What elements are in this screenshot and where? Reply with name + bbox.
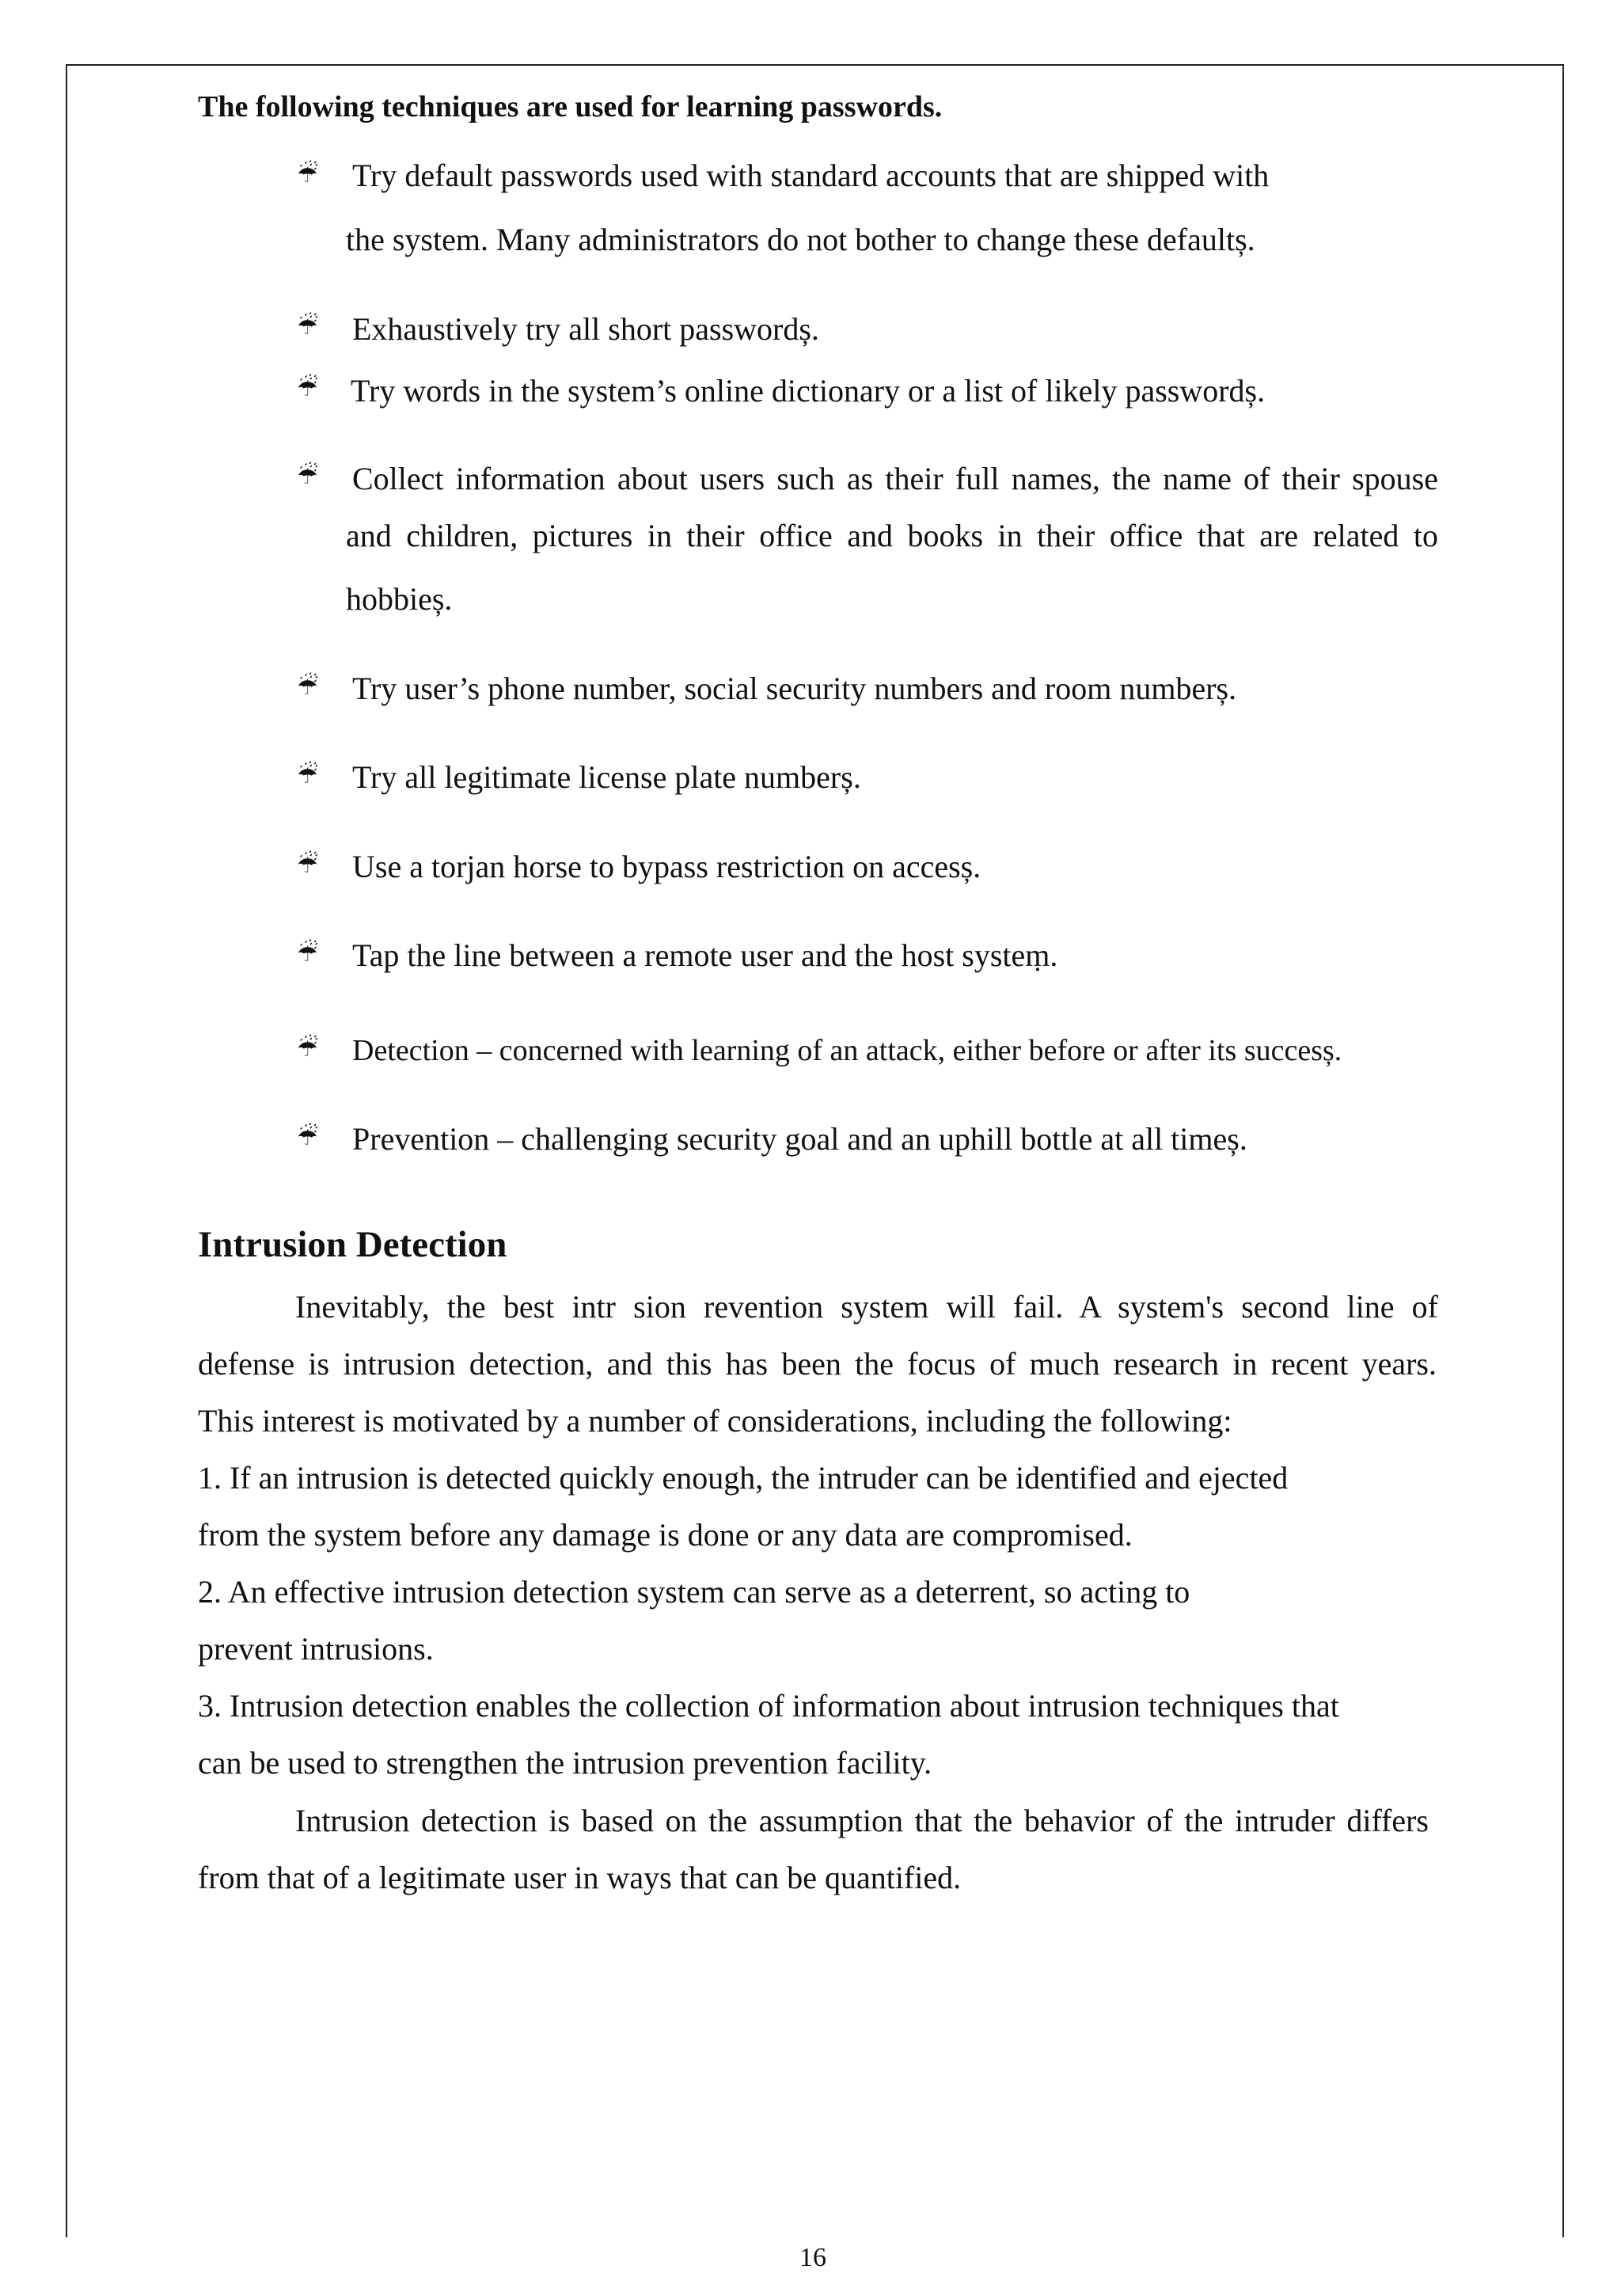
bullet-10-line-1: Prevention – challenging security goal and an uphill bottle at all timeș. [352, 1121, 1247, 1157]
umbrella-rain-icon: ☔ [297, 462, 318, 490]
section-title: Intrusion Detection [198, 1224, 507, 1265]
umbrella-rain-icon: ☔ [297, 161, 318, 188]
bullet-5-line-1: Try user’s phone number, social security numbers and room numberș. [352, 671, 1237, 706]
umbrella-rain-icon: ☔ [297, 374, 318, 402]
bullet-4-line-1: Collect information about users such as their full names, the name of their spouse [352, 461, 1438, 496]
paragraph-line: Intrusion detection is based on the assumption that the behavior of the intruder differs [295, 1803, 1429, 1838]
umbrella-rain-icon: ☔ [297, 313, 318, 340]
techniques-heading: The following techniques are used for learning passwords. [198, 90, 943, 124]
paragraph-line: from that of a legitimate user in ways that can be quantified. [198, 1860, 962, 1895]
list-item-line: 3. Intrusion detection enables the collection of information about intrusion techniques that [198, 1688, 1339, 1724]
list-item-line: from the system before any damage is done or any data are compromised. [198, 1517, 1133, 1553]
umbrella-rain-icon: ☔ [297, 1123, 318, 1151]
paragraph-line: Inevitably, the best intr sion revention system will fail. A system's second line of [295, 1289, 1438, 1325]
page-border-left [66, 64, 67, 2237]
bullet-3-line-1: Try words in the system’s online dictionary or a list of likely passwordș. [351, 373, 1266, 409]
list-item-line: 1. If an intrusion is detected quickly enough, the intruder can be identified and ejected [198, 1460, 1289, 1496]
paragraph-line: defense is intrusion detection, and this has been the focus of much research in recent years. [198, 1346, 1437, 1382]
bullet-6-line-1: Try all legitimate license plate numberș. [352, 759, 861, 795]
bullet-4-line-2: and children, pictures in their office and books in their office that are related to [346, 518, 1438, 553]
bullet-2-line-1: Exhaustively try all short passwordș. [352, 311, 819, 347]
paragraph-line: This interest is motivated by a number of considerations, including the following: [198, 1403, 1232, 1439]
bullet-1-line-2: the system. Many administrators do not bother to change these defaultș. [346, 222, 1255, 257]
list-item-line: can be used to strengthen the intrusion prevention facility. [198, 1745, 932, 1781]
bullet-9-line-1: Detection – concerned with learning of an attack, either before or after its succesș. [352, 1034, 1342, 1067]
list-item-line: 2. An effective intrusion detection system can serve as a deterrent, so acting to [198, 1574, 1190, 1610]
page-border-top [66, 64, 1564, 66]
bullet-4-line-3: hobbieș. [346, 581, 453, 617]
bullet-1-line-1: Try default passwords used with standard accounts that are shipped with [352, 158, 1270, 193]
bullet-8-line-1: Tap the line between a remote user and the host systeṃ. [352, 937, 1058, 973]
umbrella-rain-icon: ☔ [297, 1035, 318, 1062]
umbrella-rain-icon: ☔ [297, 940, 318, 967]
umbrella-rain-icon: ☔ [297, 762, 318, 789]
umbrella-rain-icon: ☔ [297, 673, 318, 701]
page-number: 16 [799, 2243, 826, 2272]
bullet-7-line-1: Use a torjan horse to bypass restriction on accesș. [352, 849, 981, 884]
umbrella-rain-icon: ☔ [297, 851, 318, 879]
list-item-line: prevent intrusions. [198, 1631, 434, 1667]
page-border-right [1562, 64, 1564, 2237]
